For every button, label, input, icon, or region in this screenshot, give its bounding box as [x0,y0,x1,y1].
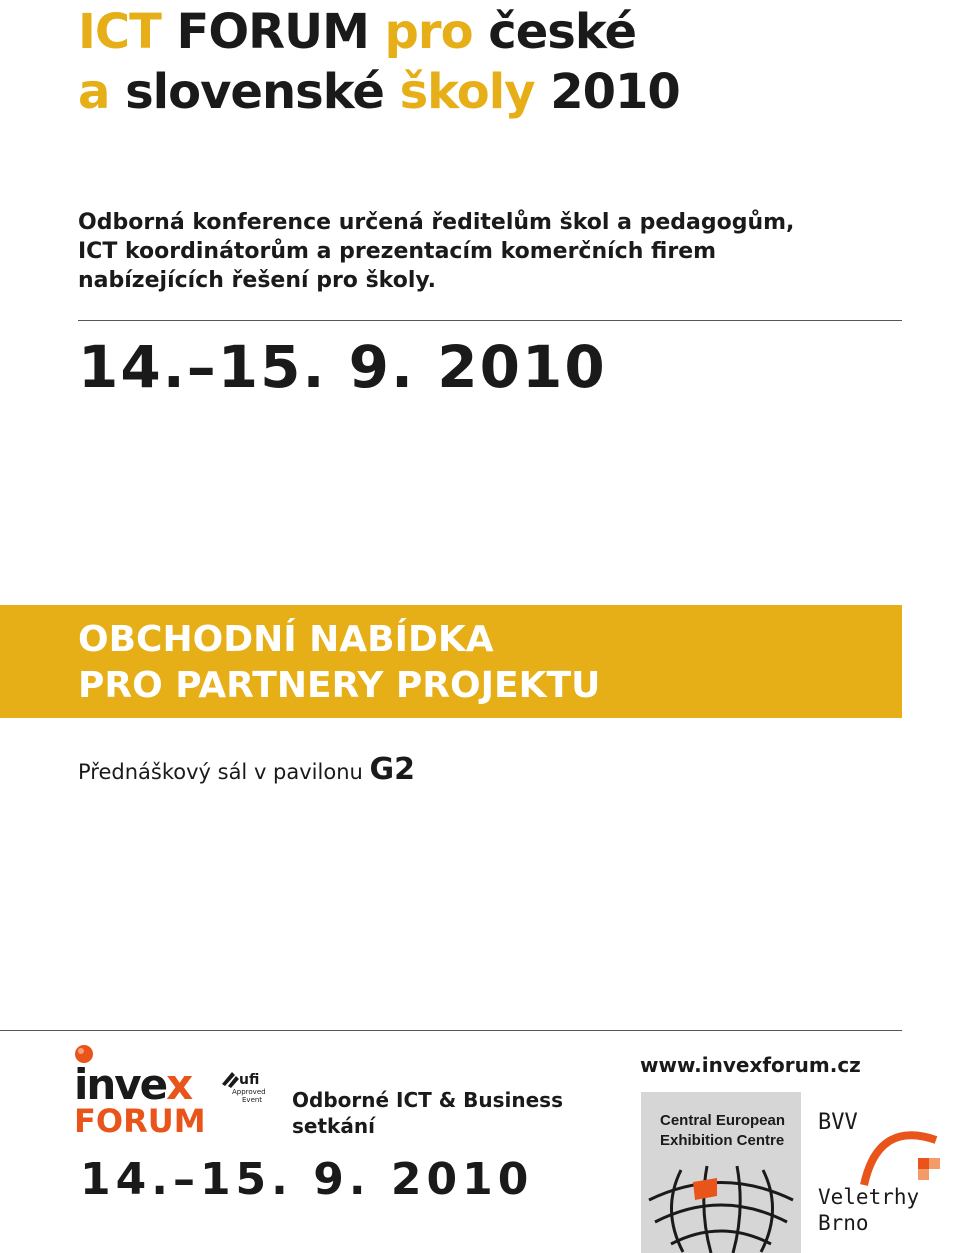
hall-name: G2 [369,752,415,787]
website-link[interactable]: www.invexforum.cz [640,1053,861,1077]
divider-top [78,320,902,321]
svg-text:Approved: Approved [232,1088,266,1096]
title-line-1: ICT FORUM pro české [78,4,637,60]
divider-bottom [0,1030,902,1031]
conference-description: Odborná konference určená ředitelům škol a pedagogům, ICT koordinátorům a prezentacím komerčních firem nabízejících řešení pro školy. [78,210,795,293]
cec-logo-text: Central European Exhibition Centre [660,1112,786,1149]
bvv-abbr: BVV [818,1110,858,1135]
ufi-mark-icon [222,1072,239,1088]
page-title [78,2,680,122]
offer-banner-text: OBCHODNÍ NABÍDKA PRO PARTNERY PROJEKTU [78,619,601,706]
footer-date: 14.–15. 9. 2010 [80,1154,534,1205]
logo-forum-word: FORUM [74,1102,206,1140]
invex-forum-logo [72,1044,272,1142]
logo-invex-word: invex [74,1060,192,1109]
title-line-2: a slovenské školy 2010 [78,64,680,120]
venue-line: Přednáškový sál v pavilonu G2 [78,752,415,787]
svg-text:Event: Event [242,1096,263,1104]
footer-tagline: Odborné ICT & Business setkání [292,1088,563,1138]
bvv-name: Veletrhy Brno [818,1185,920,1235]
globe-grid-icon [641,1160,801,1253]
svg-text:ufi: ufi [239,1072,260,1088]
event-date: 14.–15. 9. 2010 [78,333,607,401]
